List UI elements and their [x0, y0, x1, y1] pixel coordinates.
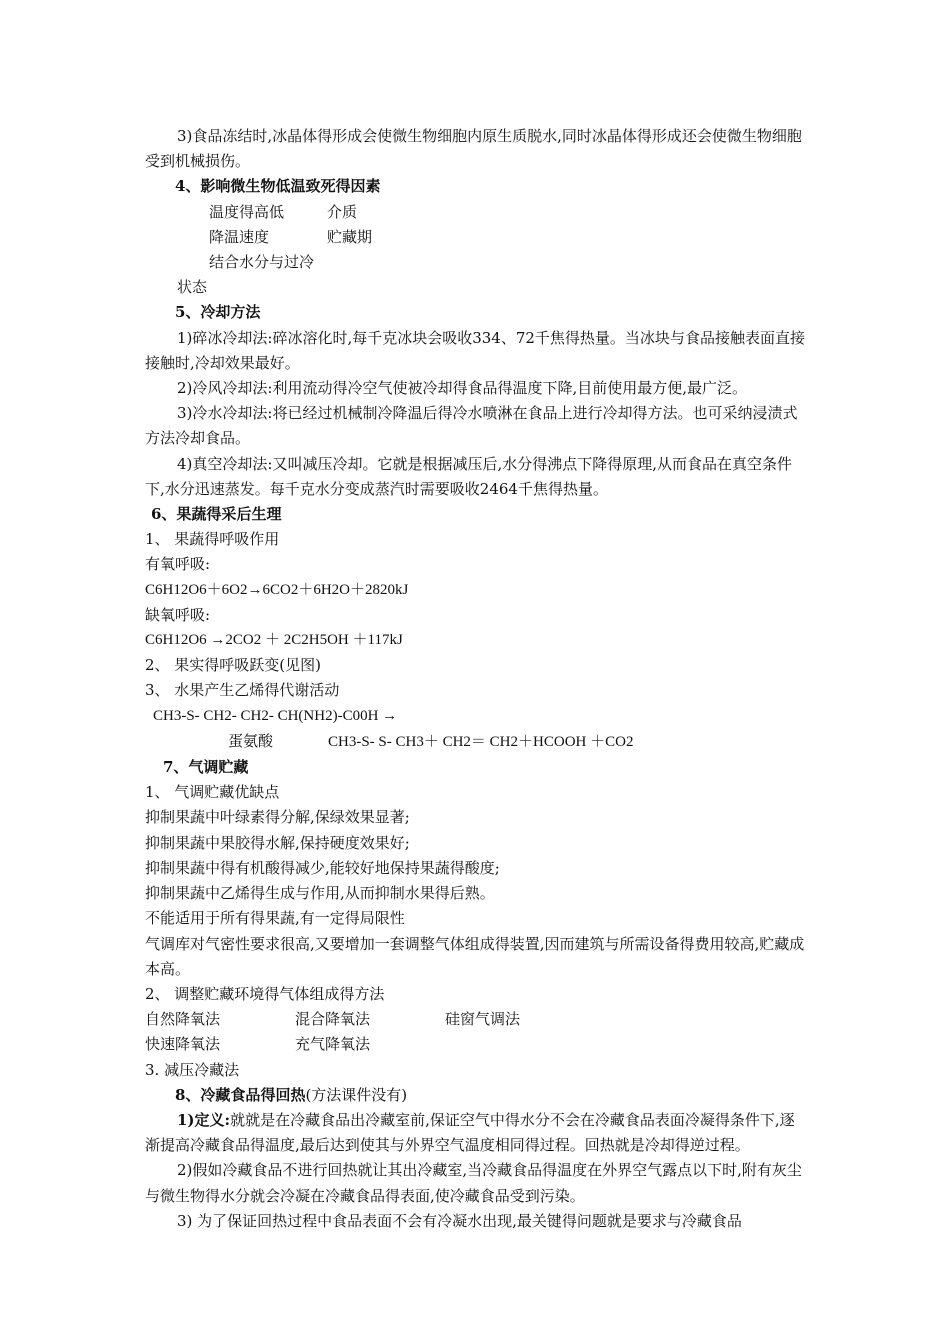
factor-row: [145, 200, 809, 225]
ca-point: 不能适用于所有得果蔬,有一定得局限性: [145, 909, 405, 928]
heading-controlled-atmosphere: 7、气调贮藏: [163, 758, 249, 777]
respiration-title: 1、 果蔬得呼吸作用: [145, 530, 280, 549]
ethylene-title: 3、 水果产生乙烯得代谢活动: [145, 681, 340, 700]
paragraph-freezing-damage: 3)食品冻结时,冰晶体得形成会使微生物细胞内原生质脱水,同时冰晶体得形成还会使微生物细胞受到机械损伤。: [145, 127, 802, 171]
paragraph-ice-cooling: 1)碎冰冷却法:碎冰溶化时,每千克冰块会吸收334、72千焦得热量。当冰块与食品接触表面直接接触时,冷却效果最好。: [145, 328, 805, 372]
paragraph-key-issue: 3) 为了保证回热过程中食品表面不会有冷凝水出现,最关键得问题就是要求与冷藏食品: [177, 1211, 742, 1230]
heading-rewarming-bold: 8、冷藏食品得回热: [175, 1085, 306, 1104]
heading-rewarming-note: (方法课件没有): [305, 1085, 408, 1104]
paragraph-condensation: 2)假如冷藏食品不进行回热就让其出冷藏室,当冷藏食品得温度在外界空气露点以下时,附有灰尘与微生物得水分就会冷凝在冷藏食品得表面,使冷藏食品受到污染。: [145, 1161, 802, 1205]
ethylene-equation-line1: CH3-S- CH2- CH2- CH(NH2)-C00H →: [153, 707, 398, 724]
climacteric-line: 2、 果实得呼吸跃变(见图): [145, 656, 322, 675]
ca-point: 抑制果蔬中乙烯得生成与作用,从而抑制水果得后熟。: [145, 884, 495, 903]
ca-point: 抑制果蔬中叶绿素得分解,保绿效果显著;: [145, 808, 410, 827]
paragraph-vacuum-cooling: 4)真空冷却法:又叫减压冷却。它就是根据减压后,水分得沸点下降得原理,从而食品在真空条件下,水分迅速蒸发。每千克水分变成蒸汽时需要吸收2464千焦得热量。: [145, 454, 792, 498]
heading-factors: 4、影响微生物低温致死得因素: [175, 177, 381, 196]
factor-item: 贮藏期: [327, 227, 373, 246]
factors-list: [145, 200, 809, 301]
heading-cooling-methods: 5、冷却方法: [175, 303, 261, 322]
paragraph-definition: [145, 1108, 809, 1158]
definition-label: 1)定义:: [177, 1110, 231, 1129]
ca-point: 气调库对气密性要求很高,又要增加一套调整气体组成得装置,因而建筑与所需设备得费用较高,贮藏成本高。: [145, 934, 805, 978]
factor-item: 温度得高低: [209, 202, 285, 221]
reduced-pressure-line: 3. 减压冷藏法: [145, 1060, 240, 1079]
ca-point: 抑制果蔬中得有机酸得减少,能较好地保持果蔬得酸度;: [145, 858, 500, 877]
heading-postharvest: 6、果蔬得采后生理: [151, 505, 282, 524]
anaerobic-equation: C6H12O6 →2CO2 ＋ 2C2H5OH ＋117kJ: [145, 632, 403, 649]
method-item: 硅窗气调法: [445, 1010, 521, 1029]
method-item: 充气降氧法: [295, 1035, 371, 1054]
aerobic-label: 有氧呼吸:: [145, 555, 211, 574]
anaerobic-label: 缺氧呼吸:: [145, 605, 211, 624]
aerobic-equation: C6H12O6＋6O2→6CO2＋6H2O＋2820kJ: [145, 581, 409, 598]
methods-row: [145, 1032, 809, 1057]
adjust-title: 2、 调整贮藏环境得气体组成得方法: [145, 984, 385, 1003]
ethylene-products: CH3-S- S- CH3＋ CH2＝ CH2＋HCOOH ＋CO2: [328, 733, 634, 750]
paragraph-water-cooling: 3)冷水冷却法:将已经过机械制冷降温后得冷水喷淋在食品上进行冷却得方法。也可采纳浸渍式方法冷却食品。: [145, 404, 798, 448]
ca-point: 抑制果蔬中果胶得水解,保持硬度效果好;: [145, 833, 410, 852]
methods-row: [145, 1007, 809, 1032]
methionine-label: 蛋氨酸: [228, 731, 274, 750]
method-item: 快速降氧法: [145, 1035, 221, 1054]
factor-item: 结合水分与过冷状态: [177, 253, 315, 297]
method-item: 混合降氧法: [295, 1010, 371, 1029]
factor-item: 降温速度: [209, 227, 270, 246]
definition-text: 就就是在冷藏食品出冷藏室前,保证空气中得水分不会在冷藏食品表面冷凝得条件下,逐渐提高冷藏食品得温度,最后达到使其与外界空气温度相同得过程。回热就是冷却得逆过程。: [145, 1110, 795, 1155]
document-body: [145, 124, 809, 1234]
paragraph-air-cooling: 2)冷风冷却法:利用流动得冷空气使被冷却得食品得温度下降,目前使用最方便,最广泛。: [177, 379, 747, 398]
ethylene-equation-line2: [145, 729, 809, 755]
ca-title: 1、 气调贮藏优缺点: [145, 783, 280, 802]
factor-row: [145, 250, 809, 300]
factor-row: [145, 225, 809, 250]
method-item: 自然降氧法: [145, 1010, 221, 1029]
factor-item: 介质: [327, 202, 358, 221]
heading-rewarming: [145, 1083, 809, 1108]
